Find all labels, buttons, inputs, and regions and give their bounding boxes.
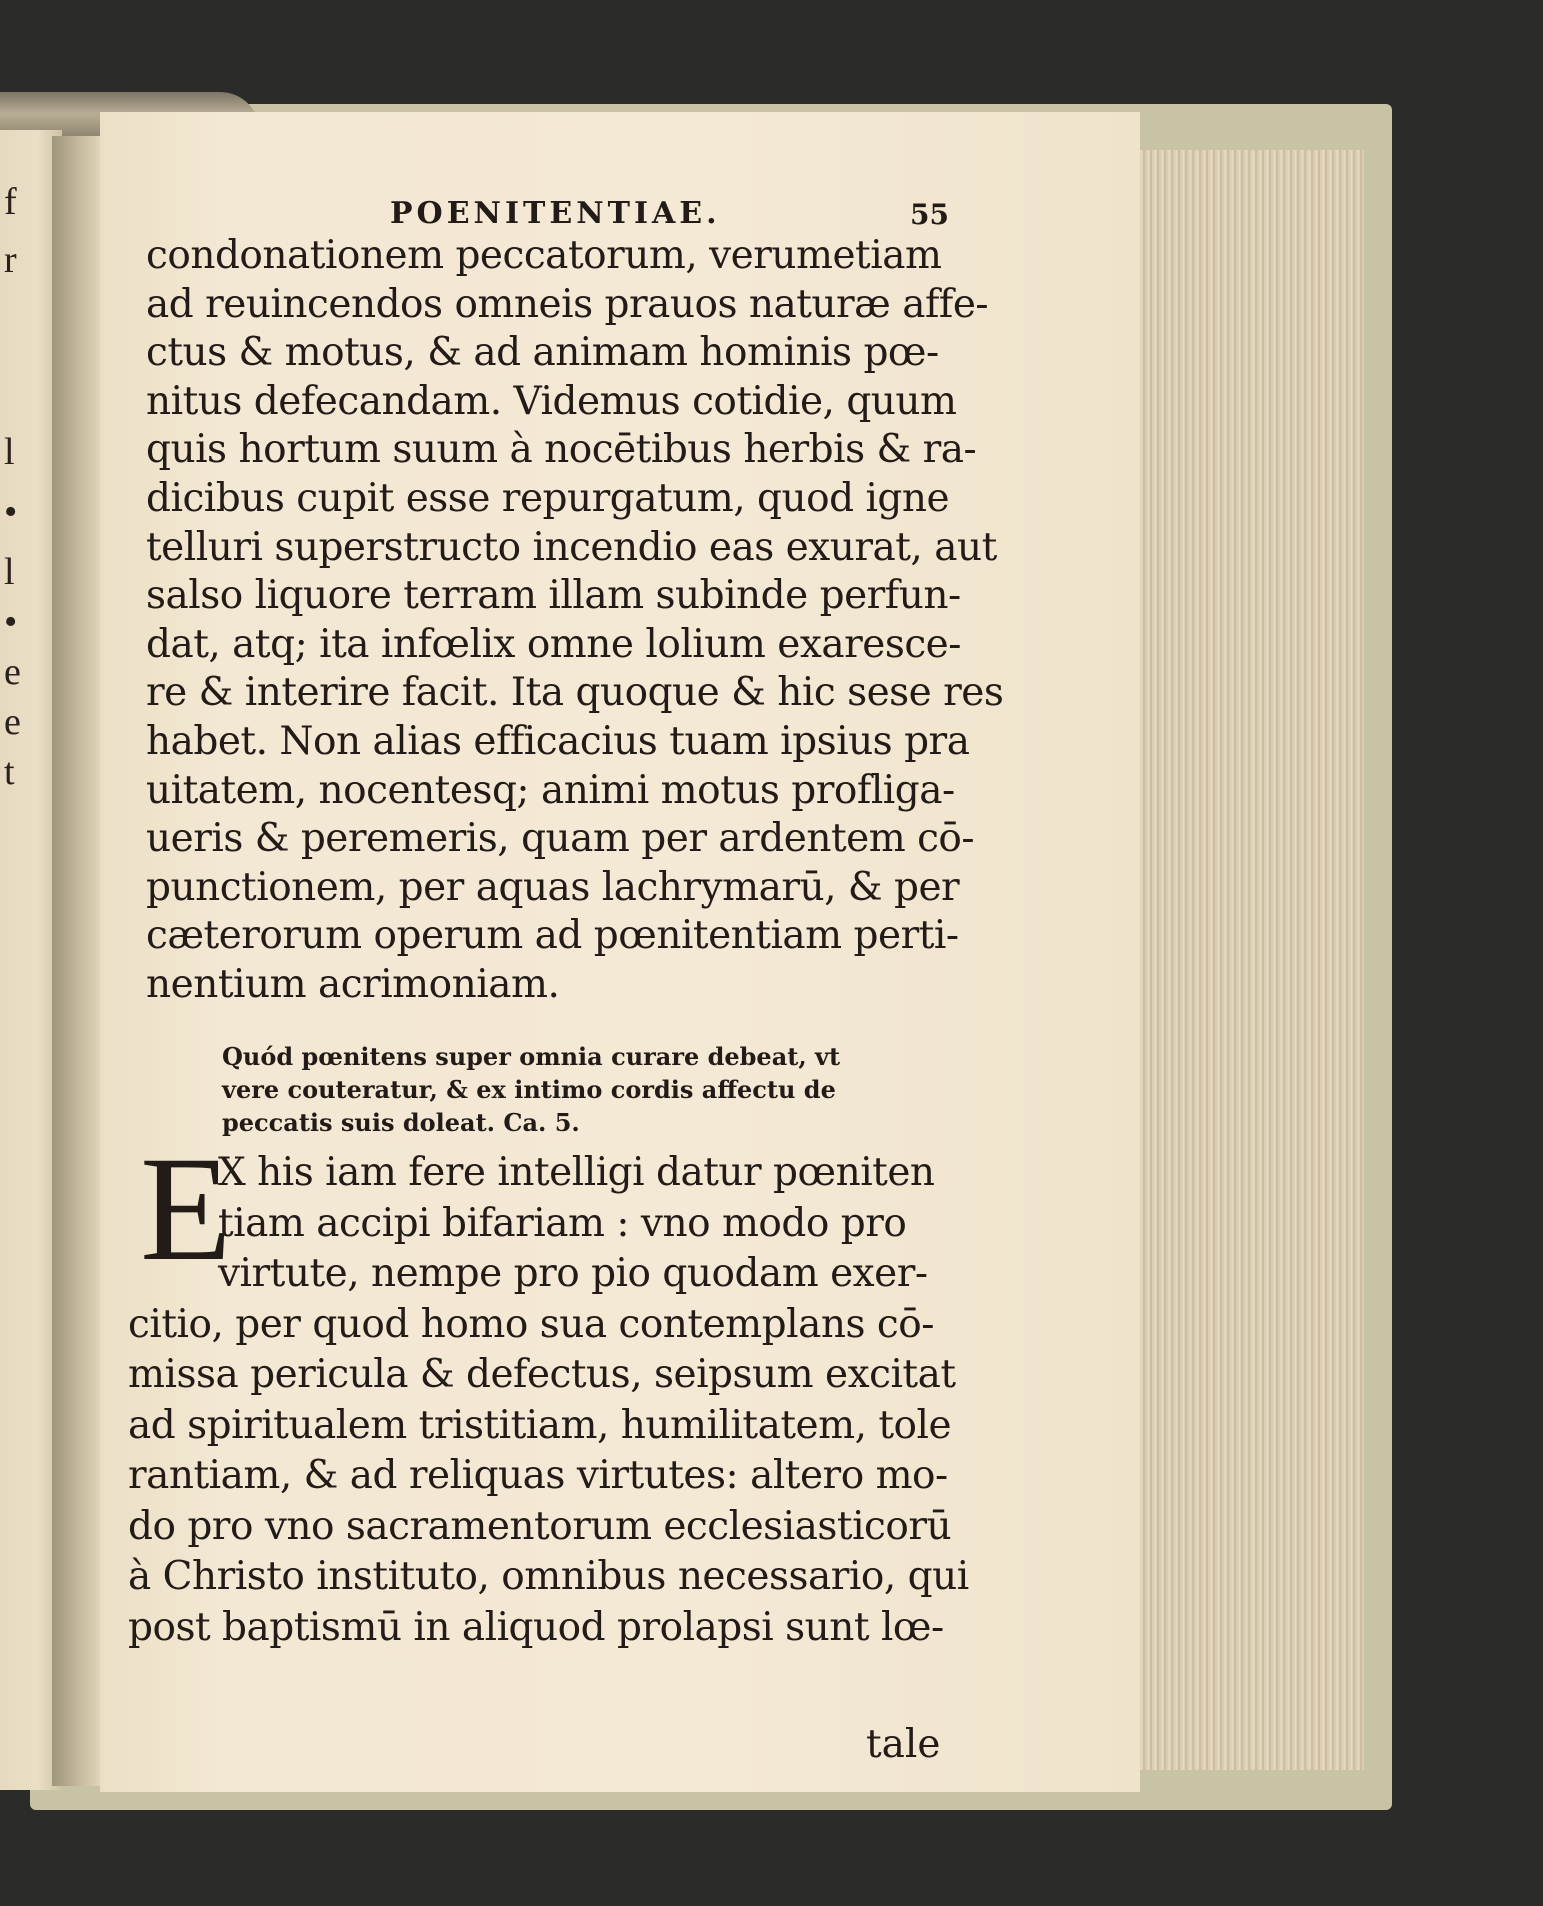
left-edge-glyph: e [4,651,21,693]
chapter-text [128,1148,969,1653]
catchword: tale [866,1722,941,1767]
heading-line: peccatis suis doleat. Ca. 5. [222,1108,580,1137]
text-line: quis hortum suum à nocētibus herbis & ra- [146,427,977,473]
heading-line: vere couteratur, & ex intimo cordis affectu de [222,1075,836,1104]
left-edge-glyph: l [4,431,15,473]
text-line: do pro vno sacramentorum ecclesiasticorū [128,1503,952,1549]
text-line: condonationem peccatorum, verumetiam [146,233,942,278]
text-line: dicibus cupit esse repurgatum, quod igne [146,475,950,521]
left-edge-glyph: t [4,751,15,793]
text-line: tiam accipi bifariam : vno modo pro [218,1200,907,1246]
text-line: ctus & motus, & ad animam hominis pœ- [146,330,939,376]
left-edge-glyph: e [4,701,21,743]
text-line: nentium acrimoniam. [146,961,560,1007]
text-line: habet. Non alias efficacius tuam ipsius pra [146,718,970,764]
chapter-heading [222,1040,922,1139]
heading-line: Quód pœnitens super omnia curare debeat, vt [222,1042,841,1071]
page-number: 55 [910,198,949,231]
text-line: uitatem, nocentesq; animi motus profliga- [146,767,955,813]
text-line: virtute, nempe pro pio quodam exer- [218,1251,928,1296]
text-line: rantiam, & ad reliquas virtutes: altero mo- [128,1453,948,1498]
left-edge-glyph: r [4,239,17,281]
drop-cap-initial: E [140,1126,232,1292]
text-line: citio, per quod homo sua contemplans cō- [128,1301,934,1347]
text-line: post baptismū in aliquod prolapsi sunt lœ- [128,1604,944,1650]
text-line: cæterorum operum ad pœnitentiam perti- [146,913,959,959]
text-line: dat, atq; ita infœlix omne lolium exaresce- [146,621,961,667]
text-line: punctionem, per aquas lachrymarū, & per [146,864,960,910]
left-edge-glyph: • [4,491,18,533]
text-line: missa pericula & defectus, seipsum excitat [128,1352,956,1397]
text-line: telluri superstructo incendio eas exurat, aut [146,524,997,570]
text-line: re & interire facit. Ita quoque & hic sese res [146,670,1004,716]
text-line: ueris & peremeris, quam per ardentem cō- [146,816,975,862]
left-edge-glyph: • [4,601,18,643]
text-line: à Christo instituto, omnibus necessario, qui [128,1554,969,1599]
body-text [146,232,1004,1010]
left-edge-glyph: l [4,551,15,593]
text-line: ad spiritualem tristitiam, humilitatem, tole [128,1402,952,1448]
left-edge-glyph: f [4,181,17,223]
running-head: POENITENTIAE. [390,196,721,231]
text-line: salso liquore terram illam subinde perfun- [146,573,961,619]
page-fore-edge [1128,150,1364,1770]
text-line: X his iam fere intelligi datur pœniten [218,1150,935,1195]
text-line: nitus defecandam. Videmus cotidie, quum [146,378,957,424]
text-line: ad reuincendos omneis prauos naturæ affe- [146,281,989,327]
